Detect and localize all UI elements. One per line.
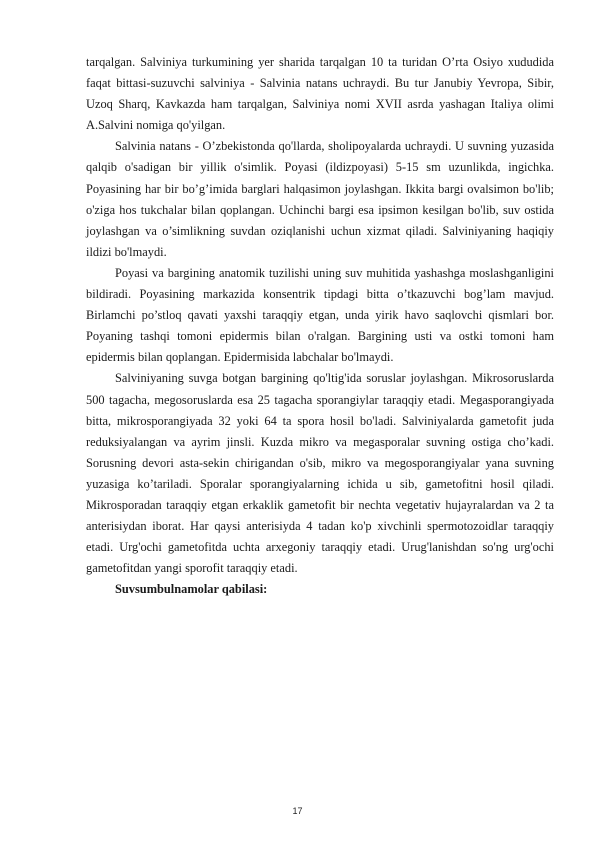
paragraph-reproduction: Salviniyaning suvga botgan bargining qo'ltig'ida soruslar joylashgan. Mikrosoruslarda 500 tagacha, megosoruslarda esa 25 tagacha sporangiylar taraqqiy etadi. Megasporangiyada bitta, mikrosporangiyada 32 yoki 64 ta spora hosil bo'ladi. Salviniyalarda gametofit juda reduksiyalangan va ayrim jinsli. Kuzda mikro va megasporalar suvning ostiga cho’kadi. Sorusning devori asta-sekin chirigandan o'sib, mikro va megosporangiyalar yana suvning yuzasiga ko’tariladi. Sporalar sporangiyalarning ichida u sib, gametofitni hosil qiladi. Mikrosporadan taraqqiy etgan erkaklik gametofit bir nechta vegetativ hujayralardan va 2 ta anterisiydan iborat. Har qaysi anterisiyda 4 tadan ko'p xivchinli spermotozoidlar taraqqiy etadi. Urg'ochi gametofitda uchta arxegoniy taraqqiy etadi. Urug'lanishdan so'ng urg'ochi gametofitdan yangi sporofit taraqqiy etadi. <box>86 371 554 576</box>
page-number: 17 <box>292 806 303 816</box>
paragraph-stem-leaf-anatomy: Poyasi va bargining anatomik tuzilishi uning suv muhitida yashashga moslashganligini bildiradi. Poyasining markazida konsentrik tipdagi bitta o’tkazuvchi bog’lam mavjud. Birlamchi po’stloq qavati yaxshi taraqqiy etgan, unda yirik havo saqlovchi qismlari bor. Poyaning tashqi tomoni epidermis bilan o'ralgan. Bargining usti va ostki tomoni ham epidermis bilan qoplangan. Epidermisida labchalar bo'lmaydi. <box>86 265 554 365</box>
paragraph-salvinia-distribution: tarqalgan. Salviniya turkumining yer sharida tarqalgan 10 ta turidan O’rta Osiyo xududida faqat bittasi-suzuvchi salviniya - Salvinia natans uchraydi. Bu tur Janubiy Yevropa, Sibir, Uzoq Sharq, Kavkazda ham tarqalgan, Salviniya nomi XVII asrda yashagan Italiya olimi A.Salvini nomiga qo'yilgan. <box>86 55 554 133</box>
section-heading: Suvsumbulnamolar qabilasi: <box>115 582 268 597</box>
document-body <box>86 52 554 600</box>
paragraph-salvinia-natans-description: Salvinia natans - O’zbekistonda qo'llarda, sholipoyalarda uchraydi. U suvning yuzasida qalqib o'sadigan bir yillik o'simlik. Poyasi (ildizpoyasi) 5-15 sm uzunlikda, ingichka. Poyasining har bir bo’g’imida barglari halqasimon joylashgan. Ikkita bargi ovalsimon bo'lib; o'ziga hos tukchalar bilan qoplangan. Uchinchi bargi esa ipsimon kesilgan bo'lib, suv ostida joylashgan va o’simlikning suvdan oziqlanishi uchun xizmat qiladi. Salviniyaning haqiqiy ildizi bo'lmaydi. <box>86 139 554 259</box>
